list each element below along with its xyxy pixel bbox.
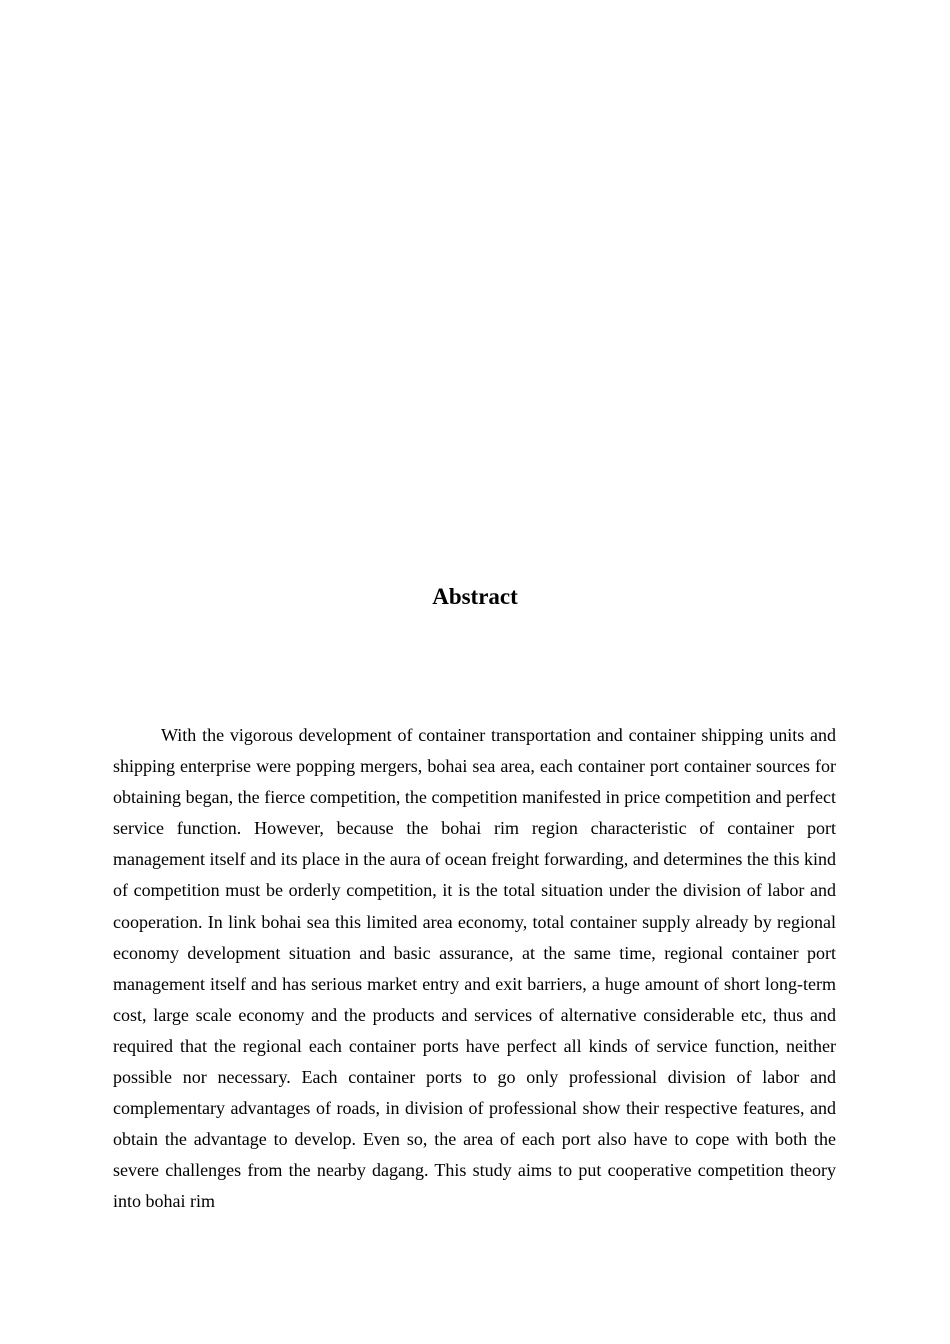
abstract-paragraph: With the vigorous development of container transportation and container shipping units and shipping enterprise were popping mergers, bohai sea area, each container port container sources for obtaining began, the fierce competition, the competition manifested in price competition and perfect service function. However, because the bohai rim region characteristic of container port management itself and its place in the aura of ocean freight forwarding, and determines the this kind of competition must be orderly competition, it is the total situation under the division of labor and cooperation. In link bohai sea this limited area economy, total container supply already by regional economy development situation and basic assurance, at the same time, regional container port management itself and has serious market entry and exit barriers, a huge amount of short long-term cost, large scale economy and the products and services of alternative considerable etc, thus and required that the regional each container ports have perfect all kinds of service function, neither possible nor necessary. Each container ports to go only professional division of labor and complementary advantages of roads, in division of professional show their respective features, and obtain the advantage to develop. Even so, the area of each port also have to cope with both the severe challenges from the nearby dagang. This study aims to put cooperative competition theory into bohai rim: [113, 725, 836, 1212]
page-title: Abstract: [432, 584, 518, 609]
